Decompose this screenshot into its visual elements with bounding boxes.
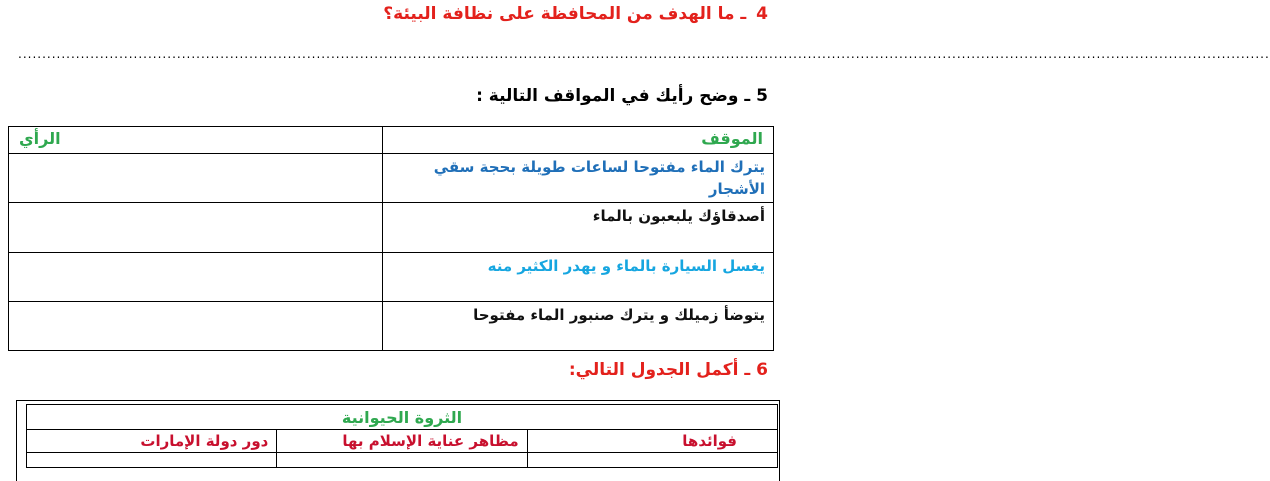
- animal-wealth-table: [26, 404, 778, 468]
- opinion-cell[interactable]: [9, 154, 383, 203]
- table-row: [9, 203, 774, 253]
- table-row: [9, 302, 774, 351]
- islam-care-cell[interactable]: [277, 453, 527, 468]
- benefits-cell[interactable]: [527, 453, 777, 468]
- situation-cell: يتوضأ زميلك و يترك صنبور الماء مفتوحا: [383, 302, 774, 351]
- question-4: [383, 4, 768, 24]
- answer-line: ....................................................................................................................................................................................................................................................................: [18, 47, 1270, 61]
- opinion-table-header: [9, 127, 774, 154]
- animal-table-header-row: [27, 430, 778, 453]
- question-6-number: 6: [756, 360, 768, 380]
- question-4-number: 4: [756, 4, 768, 24]
- opinion-cell[interactable]: [9, 302, 383, 351]
- uae-role-cell[interactable]: [27, 453, 277, 468]
- situation-cell: يغسل السيارة بالماء و يهدر الكثير منه: [383, 253, 774, 302]
- question-5-text: ـ وضح رأيك في المواقف التالية :: [476, 86, 751, 106]
- header-opinion: الرأي: [9, 127, 383, 154]
- opinion-cell[interactable]: [9, 253, 383, 302]
- table-row: [9, 154, 774, 203]
- header-uae-role: دور دولة الإمارات: [27, 430, 277, 453]
- question-5: [476, 86, 768, 106]
- opinion-table: [8, 126, 774, 351]
- animal-table-title-row: [27, 405, 778, 430]
- opinion-cell[interactable]: [9, 203, 383, 253]
- header-benefits: فوائدها: [527, 430, 777, 453]
- header-situation: الموقف: [383, 127, 774, 154]
- question-4-text: ـ ما الهدف من المحافظة على نظافة البيئة؟: [383, 4, 747, 24]
- table-row: [9, 253, 774, 302]
- situation-cell: يترك الماء مفتوحا لساعات طويلة بحجة سقي الأشجار: [383, 154, 774, 203]
- question-6-text: ـ أكمل الجدول التالي:: [568, 360, 751, 380]
- question-6: [569, 360, 768, 380]
- table-row: [27, 453, 778, 468]
- header-islam-care: مظاهر عناية الإسلام بها: [277, 430, 527, 453]
- question-5-number: 5: [756, 86, 768, 106]
- animal-table-title: الثروة الحيوانية: [27, 405, 778, 430]
- situation-cell: أصدقاؤك يلبعبون بالماء: [383, 203, 774, 253]
